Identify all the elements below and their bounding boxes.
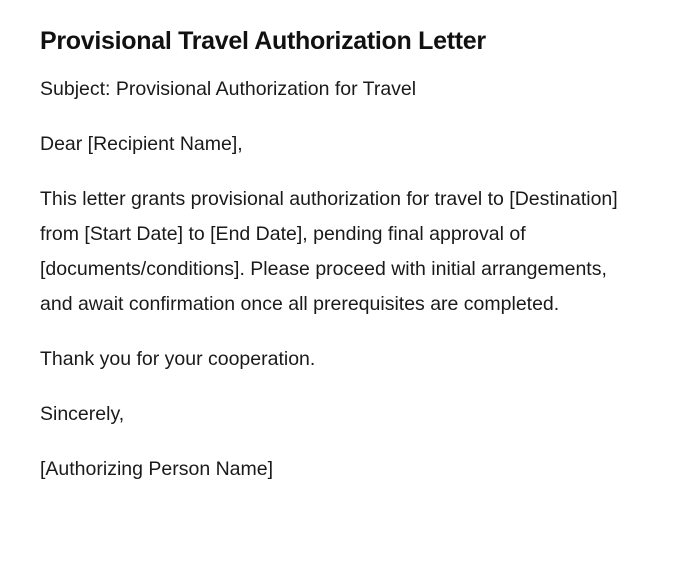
letter-thanks: Thank you for your cooperation.: [40, 348, 316, 370]
letter-title: Provisional Travel Authorization Letter: [40, 27, 486, 55]
letter-salutation: Dear [Recipient Name],: [40, 133, 243, 155]
letter-subject: Subject: Provisional Authorization for Travel: [40, 78, 417, 100]
letter-signature: [Authorizing Person Name]: [40, 458, 274, 480]
letter-document: [40, 24, 620, 507]
letter-body: This letter grants provisional authorization for travel to [Destination] from [Start Date] to [End Date], pending final approval of [documents/conditions]. Please proceed with initial arrangements, and await confirmation once all prerequisites are completed.: [40, 188, 618, 315]
letter-closing: Sincerely,: [40, 403, 125, 425]
